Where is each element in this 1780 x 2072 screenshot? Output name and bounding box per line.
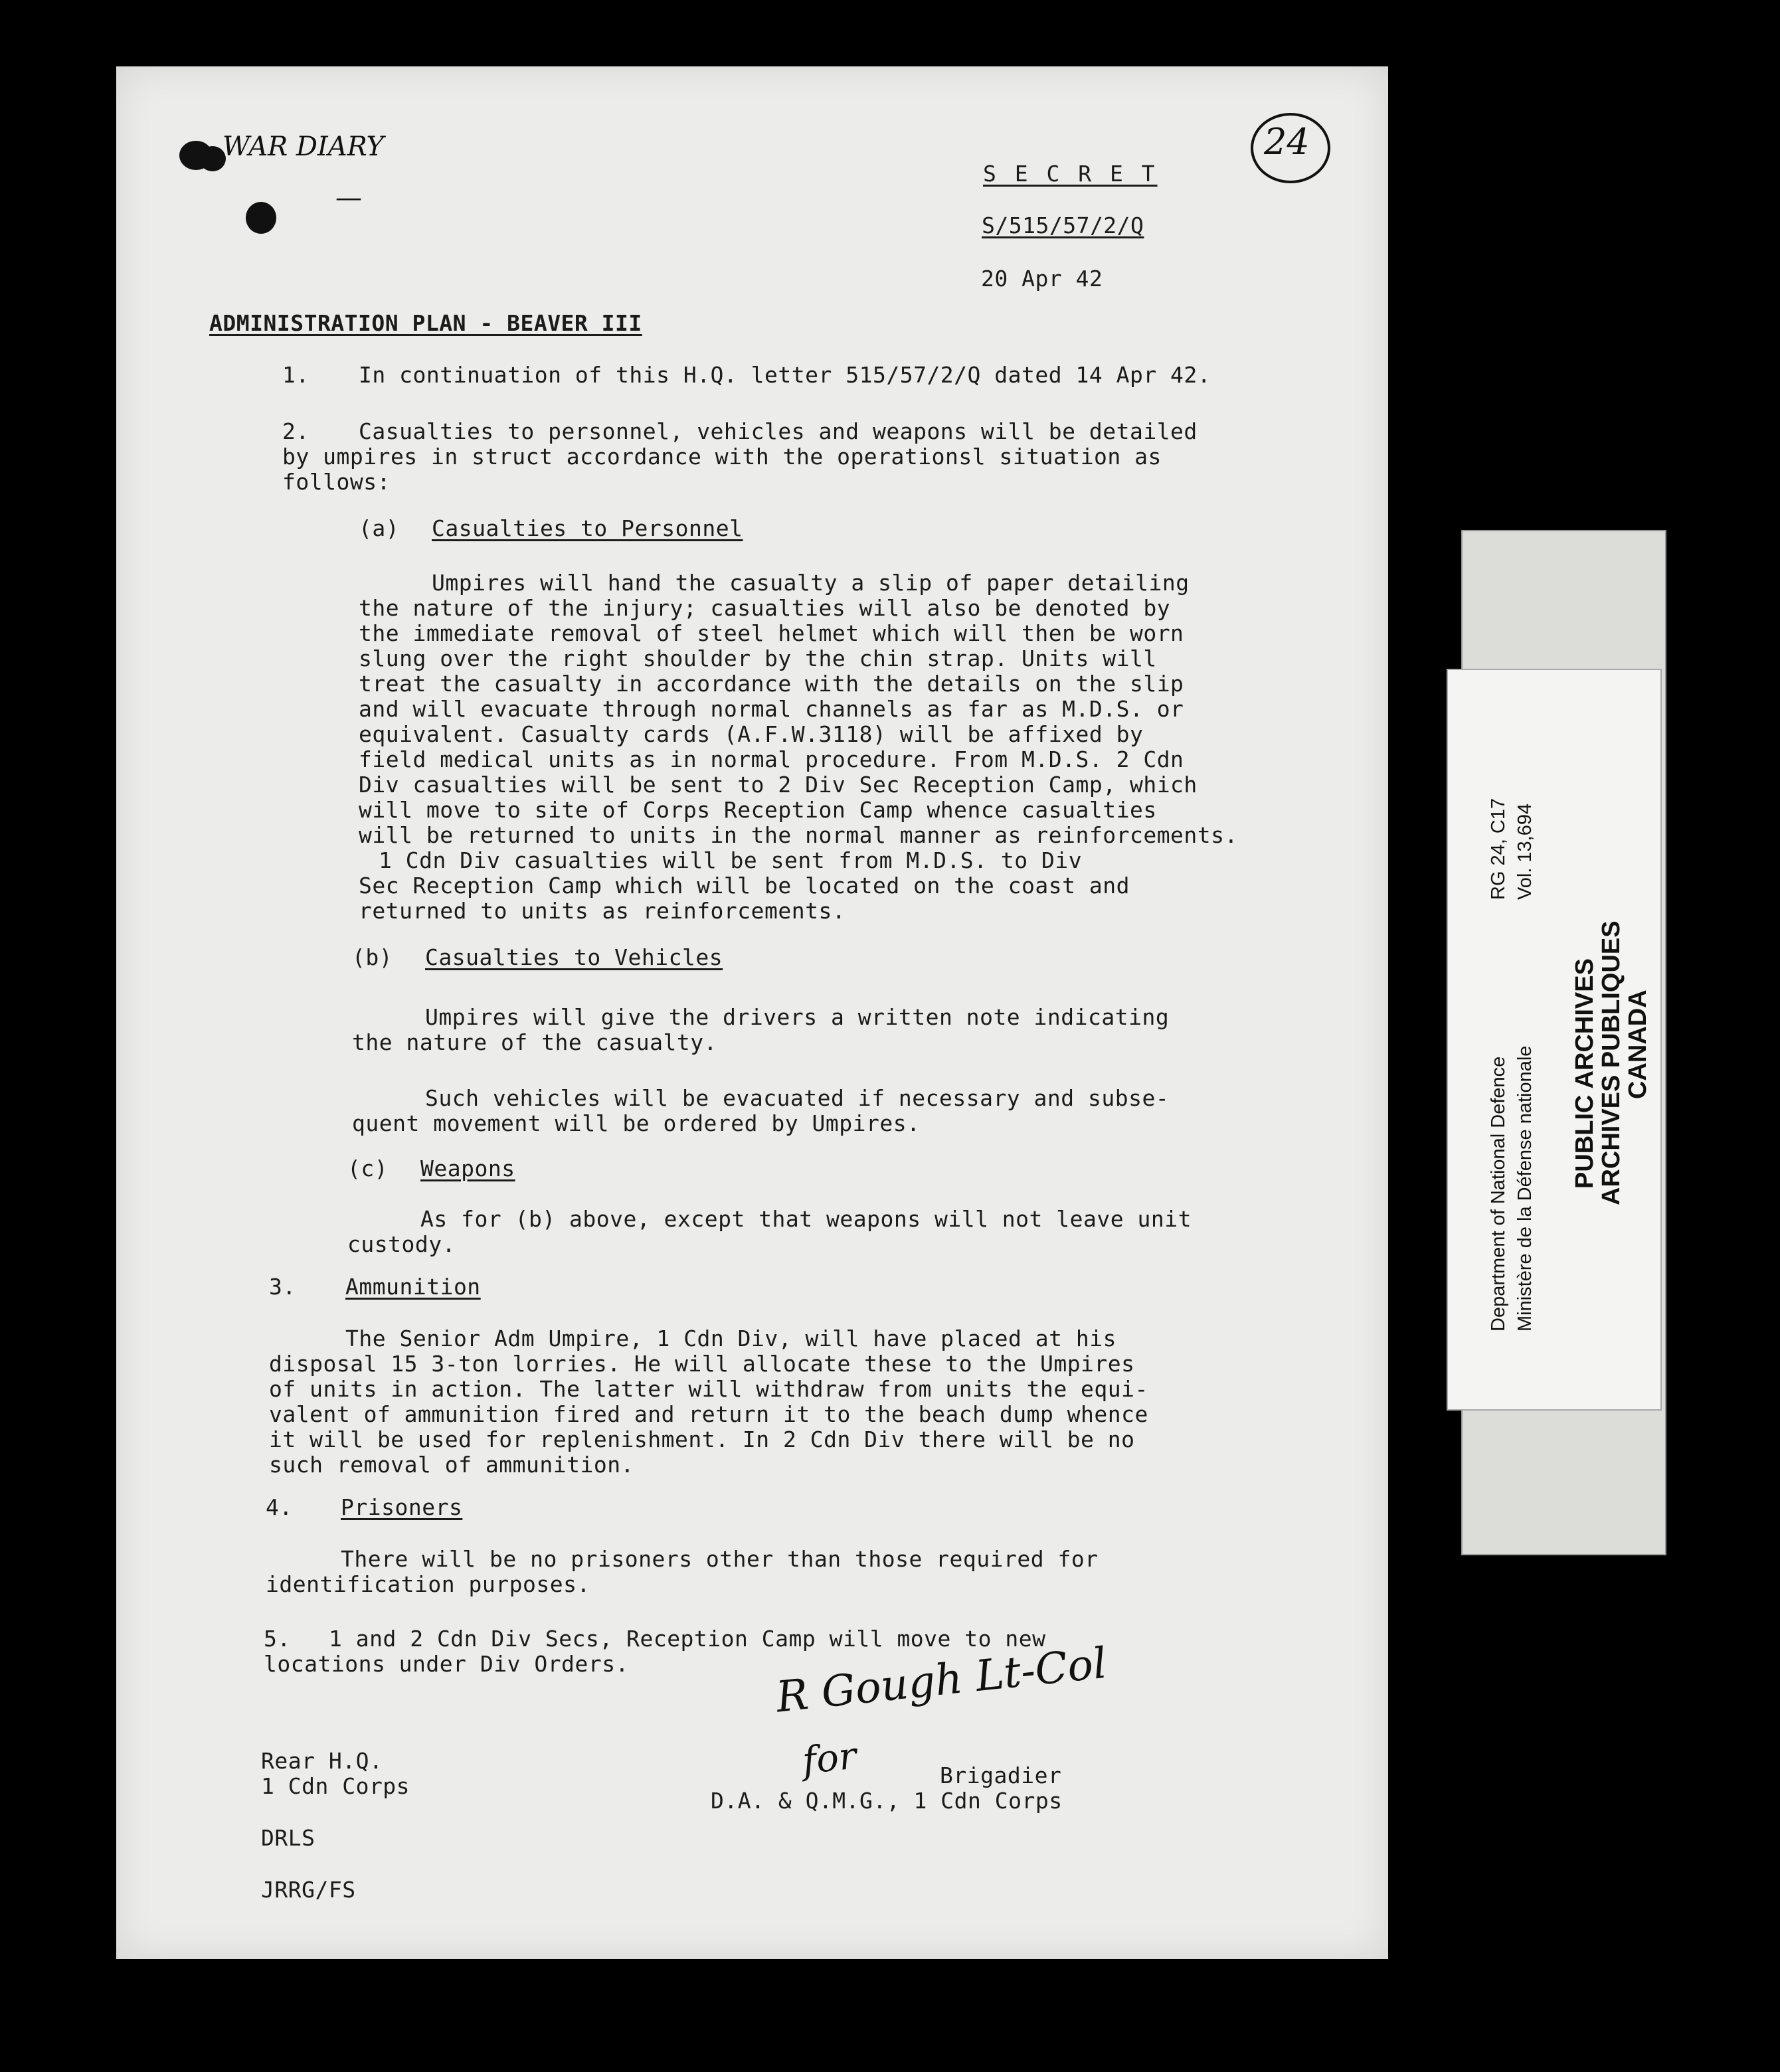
archive-dept-fr: Ministère de la Défense nationale <box>1514 1045 1536 1332</box>
para2-number: 2. <box>282 418 310 444</box>
para3-line: such removal of ammunition. <box>269 1452 634 1478</box>
para4-line: identification purposes. <box>266 1571 590 1597</box>
classification: S E C R E T <box>983 161 1158 187</box>
para2-line: by umpires in struct accordance with the operationsl situation as <box>282 444 1162 470</box>
handwritten-signature: R Gough Lt-Col <box>774 1638 1109 1723</box>
para2a-line: will be returned to units in the normal manner as reinforcements. <box>359 822 1238 848</box>
para2a-line: field medical units as in normal procedure. From M.D.S. 2 Cdn <box>359 746 1184 772</box>
document-date: 20 Apr 42 <box>981 266 1103 292</box>
para2b-line: Such vehicles will be evacuated if necessary and subse- <box>425 1085 1170 1111</box>
para2b-label: (b) <box>352 944 393 970</box>
para2a-label: (a) <box>359 515 400 541</box>
para2a-line: will move to site of Corps Reception Camp whence casualties <box>359 797 1157 823</box>
origin-line: 1 Cdn Corps <box>261 1773 410 1799</box>
para1-number: 1. <box>282 362 310 388</box>
para2-line: Casualties to personnel, vehicles and weapons will be detailed <box>359 418 1198 444</box>
archive-volume: Vol. 13,694 <box>1514 803 1536 900</box>
dispatch-method: DRLS <box>261 1825 315 1851</box>
handwritten-for: for <box>800 1734 859 1783</box>
para5-line: 1 and 2 Cdn Div Secs, Reception Camp will move to new <box>329 1626 1046 1652</box>
typist-initials: JRRG/FS <box>261 1877 356 1903</box>
archive-line1: PUBLIC ARCHIVES <box>1571 958 1599 1189</box>
para4-line: There will be no prisoners other than those required for <box>341 1546 1099 1572</box>
para4-heading: Prisoners <box>341 1494 463 1520</box>
para2c-heading: Weapons <box>420 1156 515 1181</box>
file-reference: S/515/57/2/Q <box>982 213 1144 238</box>
handwritten-dash: — <box>335 183 362 213</box>
para2-line: follows: <box>282 469 391 495</box>
archive-dept-en: Department of National Defence <box>1488 1056 1509 1332</box>
para2a-line: slung over the right shoulder by the chin strap. Units will <box>359 646 1157 671</box>
para5-number: 5. <box>264 1626 291 1652</box>
para2a-line: 1 Cdn Div casualties will be sent from M.D.S. to Div <box>379 847 1083 873</box>
para2a-line: and will evacuate through normal channels as far as M.D.S. or <box>359 696 1184 722</box>
ink-blot <box>199 146 226 171</box>
para2c-label: (c) <box>347 1156 389 1181</box>
ink-dot <box>246 202 276 234</box>
para3-heading: Ammunition <box>345 1274 481 1300</box>
para2a-line: the immediate removal of steel helmet which will then be worn <box>359 620 1184 646</box>
para3-line: valent of ammunition fired and return it to the beach dump whence <box>269 1401 1148 1427</box>
para2b-line: Umpires will give the drivers a written note indicating <box>425 1004 1170 1030</box>
para2a-heading: Casualties to Personnel <box>432 515 743 541</box>
para2a-line: Div casualties will be sent to 2 Div Sec Reception Camp, which <box>359 772 1198 798</box>
para2b-line: the nature of the casualty. <box>352 1029 717 1055</box>
para4-number: 4. <box>266 1494 293 1520</box>
para2a-line: Sec Reception Camp which will be located on the coast and <box>359 873 1130 899</box>
signatory-rank: Brigadier <box>940 1763 1062 1788</box>
para3-line: it will be used for replenishment. In 2 Cdn Div there will be no <box>269 1426 1135 1452</box>
para2b-line: quent movement will be ordered by Umpires. <box>352 1110 921 1136</box>
para3-number: 3. <box>269 1274 296 1300</box>
para3-line: The Senior Adm Umpire, 1 Cdn Div, will have placed at his <box>345 1326 1116 1351</box>
para2c-line: custody. <box>347 1231 456 1257</box>
para2c-line: As for (b) above, except that weapons will not leave unit <box>420 1206 1192 1232</box>
signatory-title: D.A. & Q.M.G., 1 Cdn Corps <box>711 1788 1063 1814</box>
archive-ref: RG 24, C17 <box>1488 798 1509 900</box>
document-title: ADMINISTRATION PLAN - BEAVER III <box>209 310 642 336</box>
para2a-line: the nature of the injury; casualties will also be denoted by <box>359 595 1171 621</box>
document-page <box>116 66 1388 1959</box>
para2b-heading: Casualties to Vehicles <box>425 944 723 970</box>
para2a-line: returned to units as reinforcements. <box>359 898 846 924</box>
para2a-line: equivalent. Casualty cards (A.F.W.3118) will be affixed by <box>359 721 1144 747</box>
para5-line: locations under Div Orders. <box>264 1651 629 1677</box>
origin-line: Rear H.Q. <box>261 1748 383 1774</box>
para3-line: disposal 15 3-ton lorries. He will allocate these to the Umpires <box>269 1351 1135 1377</box>
page-number: 24 <box>1264 121 1310 163</box>
war-diary-handwritten: WAR DIARY <box>222 131 384 162</box>
para2a-line: Umpires will hand the casualty a slip of paper detailing <box>432 570 1190 596</box>
para2a-line: treat the casualty in accordance with the details on the slip <box>359 671 1184 697</box>
para3-line: of units in action. The latter will withdraw from units the equi- <box>269 1376 1148 1402</box>
archive-line2: ARCHIVES PUBLIQUES <box>1597 920 1625 1205</box>
para1-text: In continuation of this H.Q. letter 515/57/2/Q dated 14 Apr 42. <box>359 362 1211 388</box>
archive-line3: CANADA <box>1624 990 1652 1099</box>
